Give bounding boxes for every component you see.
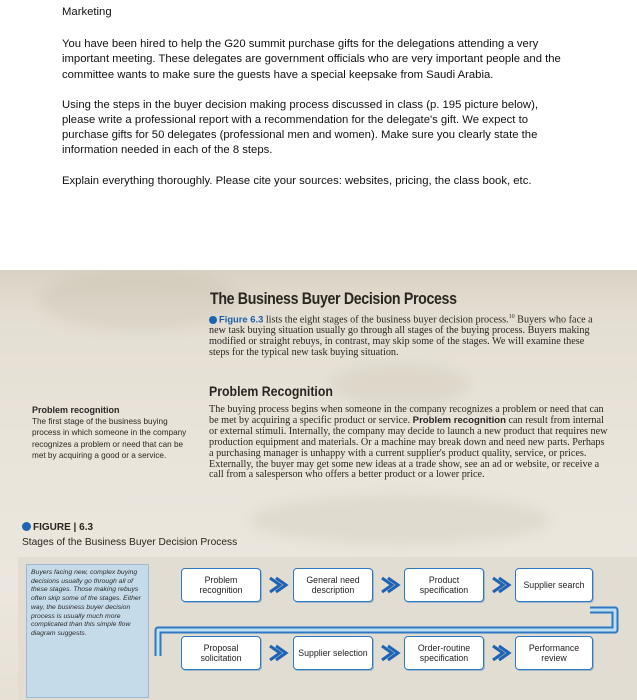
section-text-part-1: The buying process begins when someone in the company recognizes a problem or need that can be met by acquiring a specific product or service. bbox=[209, 404, 604, 426]
assignment-text bbox=[62, 5, 567, 204]
figure-label bbox=[22, 522, 93, 533]
textbook-photo bbox=[0, 270, 637, 700]
intro-text-part-1: lists the eight stages of the business buyer decision process. bbox=[265, 314, 509, 326]
assignment-heading: Marketing bbox=[62, 6, 112, 18]
chevron-right-icon bbox=[490, 574, 512, 596]
problem-recognition-paragraph bbox=[209, 405, 611, 481]
figure-caption: Stages of the Business Buyer Decision Process bbox=[22, 537, 238, 548]
assignment-paragraph-3: Explain everything thoroughly. Please cite your sources: websites, pricing, the class book, etc. bbox=[62, 174, 532, 187]
stage-order-routine-specification: Order-routine specification bbox=[404, 636, 484, 670]
chevron-right-icon bbox=[379, 574, 401, 596]
stage-supplier-search: Supplier search bbox=[515, 568, 593, 602]
figure-reference: Figure 6.3 bbox=[219, 313, 264, 325]
section-key-term: Problem recognition bbox=[412, 414, 506, 426]
book-section-title: The Business Buyer Decision Process bbox=[210, 290, 457, 308]
figure-number: FIGURE | 6.3 bbox=[33, 522, 94, 533]
intro-text-part-2: Buyers who face a new task buying situation usually go through all stages of the buying process. Buyers making modified or straight rebuys, in contrast, may skip some of the stages. We will examine these steps for the typical new task buying situation. bbox=[209, 314, 593, 359]
chevron-right-icon bbox=[379, 642, 401, 664]
diagram-side-note: Buyers facing new, complex buying decisions usually go through all of these stages. Those making rebuys often skip some of the stages. Either way, the business buyer decision process is usually much more complicated than this simple flow diagram suggests. bbox=[26, 564, 149, 698]
figure-pointer-icon bbox=[209, 316, 217, 324]
margin-term: Problem recognition bbox=[32, 405, 120, 415]
problem-recognition-heading: Problem Recognition bbox=[209, 383, 333, 399]
stage-supplier-selection: Supplier selection bbox=[293, 636, 373, 670]
assignment-paragraph-1: You have been hired to help the G20 summit purchase gifts for the delegations attending a very important meeting. These delegates are government officials who are very important people and the committee wants to make sure the guests have a special keepsake from Saudi Arabia. bbox=[62, 38, 561, 81]
stage-product-specification: Product specification bbox=[404, 568, 484, 602]
assignment-paragraph-2: Using the steps in the buyer decision making process discussed in class (p. 195 picture below), please write a professional report with a recommendation for the delegate's gift. We expect to purchase gifts for 50 delegates (professional men and women). Make sure you clearly state the information needed in each of the 8 steps. bbox=[62, 98, 538, 157]
stage-problem-recognition: Problem recognition bbox=[181, 568, 261, 602]
chevron-right-icon bbox=[490, 642, 512, 664]
margin-definition bbox=[32, 405, 192, 461]
stage-general-need-description: General need description bbox=[293, 568, 373, 602]
chevron-right-icon bbox=[267, 574, 289, 596]
stage-proposal-solicitation: Proposal solicitation bbox=[181, 636, 261, 670]
intro-footnote: 10 bbox=[508, 314, 515, 320]
figure-marker-icon bbox=[22, 522, 31, 531]
book-intro-paragraph bbox=[209, 312, 604, 359]
chevron-right-icon bbox=[267, 642, 289, 664]
margin-definition-text: The first stage of the business buying process in which someone in the company recognizes a problem or need that can be met by acquiring a good or a service. bbox=[32, 417, 187, 460]
stage-performance-review: Performance review bbox=[515, 636, 593, 670]
section-text-part-2: can result from internal or external stimuli. Internally, the company may decide to launch a new product that requires new production equipment and materials. Or a machine may break down and need new parts. Perhaps a purchasing manager is unhappy with a current supplier's product quality, service, or prices. Externally, the buyer may get some new ideas at a trade show, see an ad or website, or receive a call from a salesperson who offers a better product or a lower price. bbox=[209, 414, 608, 481]
